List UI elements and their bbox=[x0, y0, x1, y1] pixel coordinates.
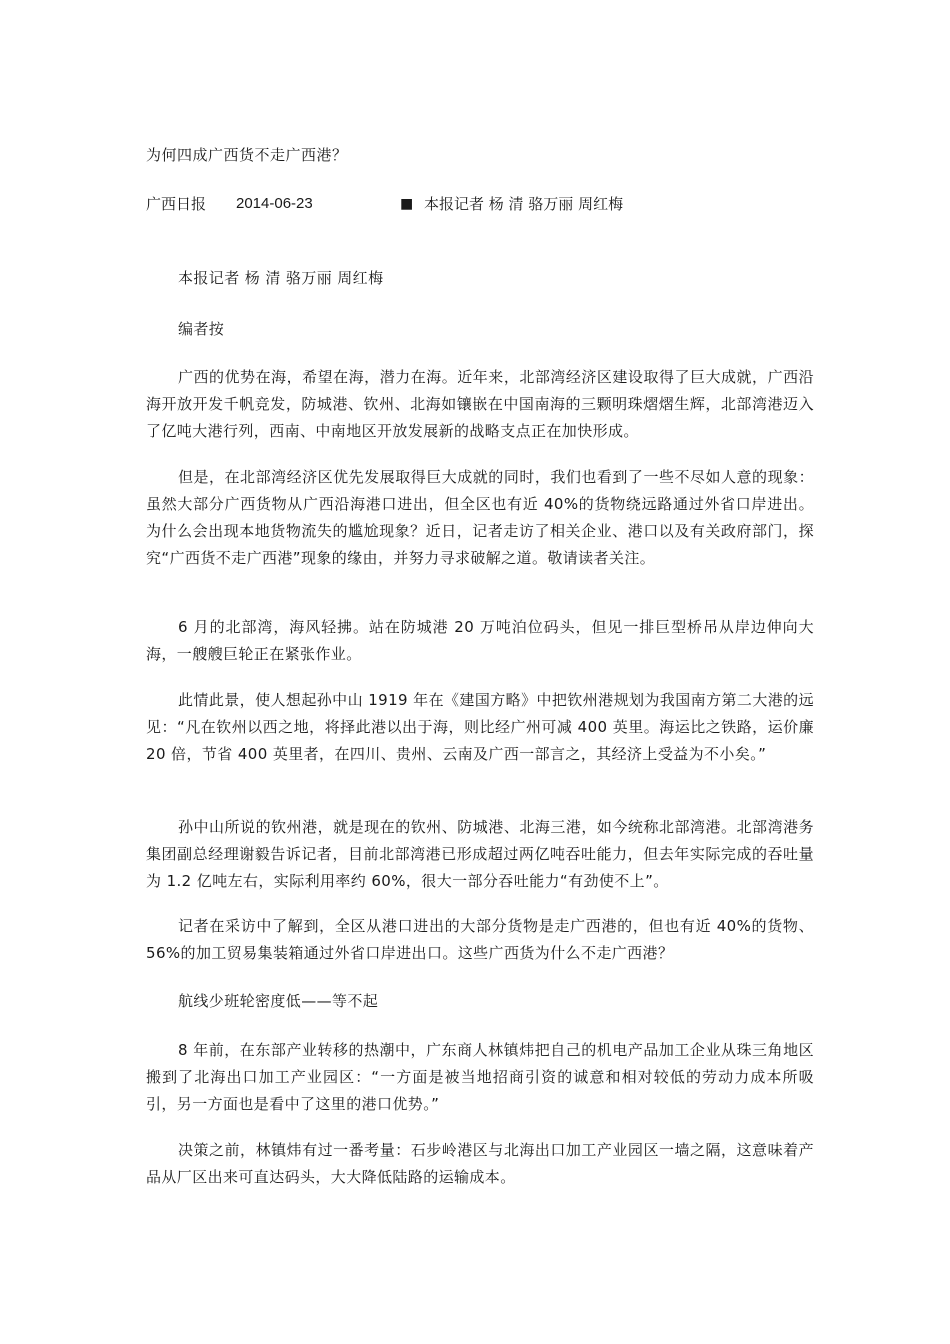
paragraph-lin-zhenwei: 8 年前，在东部产业转移的热潮中，广东商人林镇炜把自己的机电产品加工企业从珠三角地区搬到了北海出口加工产业园区：“一方面是被当地招商引资的诚意和相对较低的劳动力成本所吸引，另一方面也是看中了这里的港口优势。” bbox=[146, 1041, 814, 1113]
paragraph-beibu-gulf: 6 月的北部湾，海风轻拂。站在防城港 20 万吨泊位码头，但见一排巨型桥吊从岸边伸向大海，一艘艘巨轮正在紧张作业。 bbox=[146, 618, 814, 663]
byline-marker: ■ bbox=[400, 196, 414, 212]
paragraph-reporters: 本报记者 杨 清 骆万丽 周红梅 bbox=[178, 269, 384, 287]
paragraph-cargo-outflow: 记者在采访中了解到，全区从港口进出的大部分货物是走广西港的，但也有近 40%的货物、56%的加工贸易集装箱通过外省口岸进出口。这些广西货为什么不走广西港？ bbox=[146, 917, 814, 962]
paragraph-port-capacity: 孙中山所说的钦州港，就是现在的钦州、防城港、北海三港，如今统称北部湾港。北部湾港务集团副总经理谢毅告诉记者，目前北部湾港已形成超过两亿吨吞吐能力，但去年实际完成的吞吐量为 1.2 亿吨左右，实际利用率约 60%，很大一部分吞吐能力“有劲使不上”。 bbox=[146, 818, 814, 890]
article-title: 为何四成广西货不走广西港？ bbox=[146, 146, 348, 164]
article-byline: 本报记者 杨 清 骆万丽 周红梅 bbox=[424, 195, 624, 213]
paragraph-decision: 决策之前，林镇炜有过一番考量：石步岭港区与北海出口加工产业园区一墙之隔，这意味着产品从厂区出来可直达码头，大大降低陆路的运输成本。 bbox=[146, 1141, 814, 1186]
section-heading: 航线少班轮密度低——等不起 bbox=[178, 992, 379, 1010]
article-date: 2014-06-23 bbox=[236, 195, 313, 212]
article-meta bbox=[146, 192, 814, 216]
paragraph-sun-yatsen: 此情此景，使人想起孙中山 1919 年在《建国方略》中把钦州港规划为我国南方第二大港的远见：“凡在钦州以西之地，将择此港以出于海，则比经广州可减 400 英里。海运比之铁路，运价廉 20 倍，节省 400 英里者，在四川、贵州、云南及广西一部言之，其经济上受益为不小矣。” bbox=[146, 691, 814, 763]
paragraph-problem: 但是，在北部湾经济区优先发展取得巨大成就的同时，我们也看到了一些不尽如人意的现象：虽然大部分广西货物从广西沿海港口进出，但全区也有近 40%的货物绕远路通过外省口岸进出。为什么会出现本地货物流失的尴尬现象？近日，记者走访了相关企业、港口以及有关政府部门，探究“广西货不走广西港”现象的缘由，并努力寻求破解之道。敬请读者关注。 bbox=[146, 468, 814, 567]
article-source: 广西日报 bbox=[146, 195, 207, 213]
paragraph-editor-note-heading: 编者按 bbox=[178, 320, 225, 338]
paragraph-intro: 广西的优势在海，希望在海，潜力在海。近年来，北部湾经济区建设取得了巨大成就，广西沿海开放开发千帆竞发，防城港、钦州、北海如镶嵌在中国南海的三颗明珠熠熠生辉，北部湾港迈入了亿吨大港行列，西南、中南地区开放发展新的战略支点正在加快形成。 bbox=[146, 368, 814, 440]
